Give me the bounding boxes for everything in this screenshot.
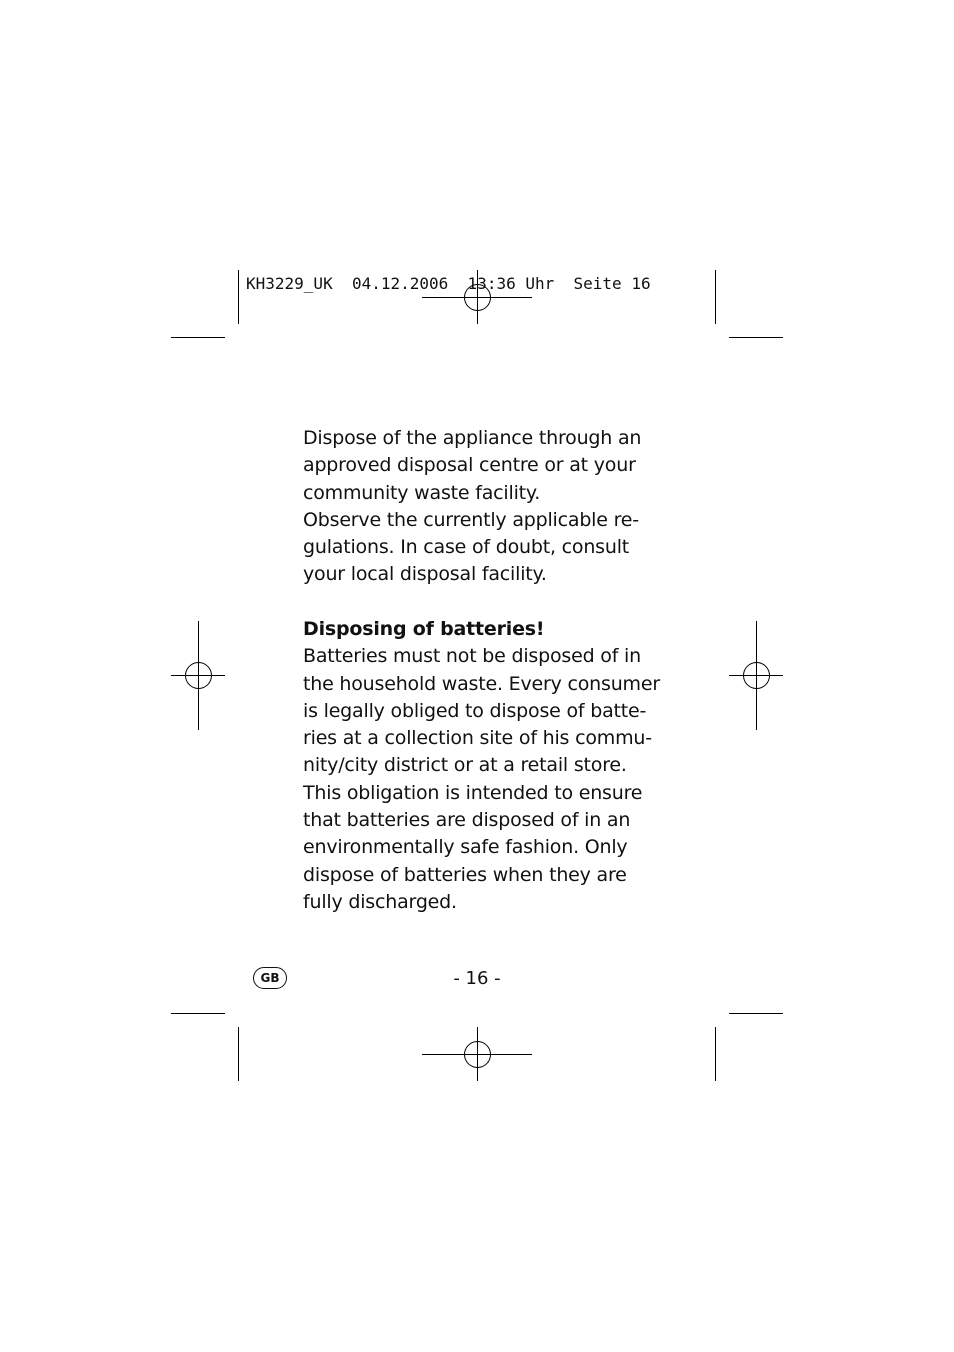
text-line: fully discharged. [303, 890, 457, 913]
text-line: ries at a collection site of his commu- [303, 727, 652, 750]
country-badge: GB [253, 967, 287, 989]
text-line: dispose of batteries when they are [303, 863, 627, 886]
text-line: Batteries must not be disposed of in [303, 645, 641, 668]
page-number: - 16 - [453, 968, 501, 989]
text-line: environmentally safe fashion. Only [303, 836, 628, 859]
text-line: approved disposal centre or at your [303, 454, 636, 477]
text-line: the household waste. Every consumer [303, 672, 660, 695]
registration-target-top-icon [422, 270, 532, 324]
text-line: gulations. In case of doubt, consult [303, 536, 630, 559]
text-line: community waste facility. [303, 481, 541, 504]
text-line: your local disposal facility. [303, 563, 547, 586]
registration-target-left-icon [171, 621, 225, 730]
registration-target-right-icon [729, 621, 783, 730]
disposal-paragraph [303, 425, 683, 589]
text-line: This obligation is intended to ensure [303, 781, 643, 804]
batteries-section [303, 616, 683, 916]
text-line: Dispose of the appliance through an [303, 427, 642, 449]
section-heading: Disposing of batteries! [303, 618, 545, 640]
text-line: nity/city district or at a retail store. [303, 754, 627, 777]
print-header: KH3229_UK 04.12.2006 13:36 Uhr Seite 16 [246, 274, 651, 293]
text-line: is legally obliged to dispose of batte- [303, 699, 647, 722]
registration-target-bottom-icon [422, 1027, 532, 1081]
text-line: that batteries are disposed of in an [303, 809, 631, 832]
text-line: Observe the currently applicable re- [303, 508, 639, 531]
